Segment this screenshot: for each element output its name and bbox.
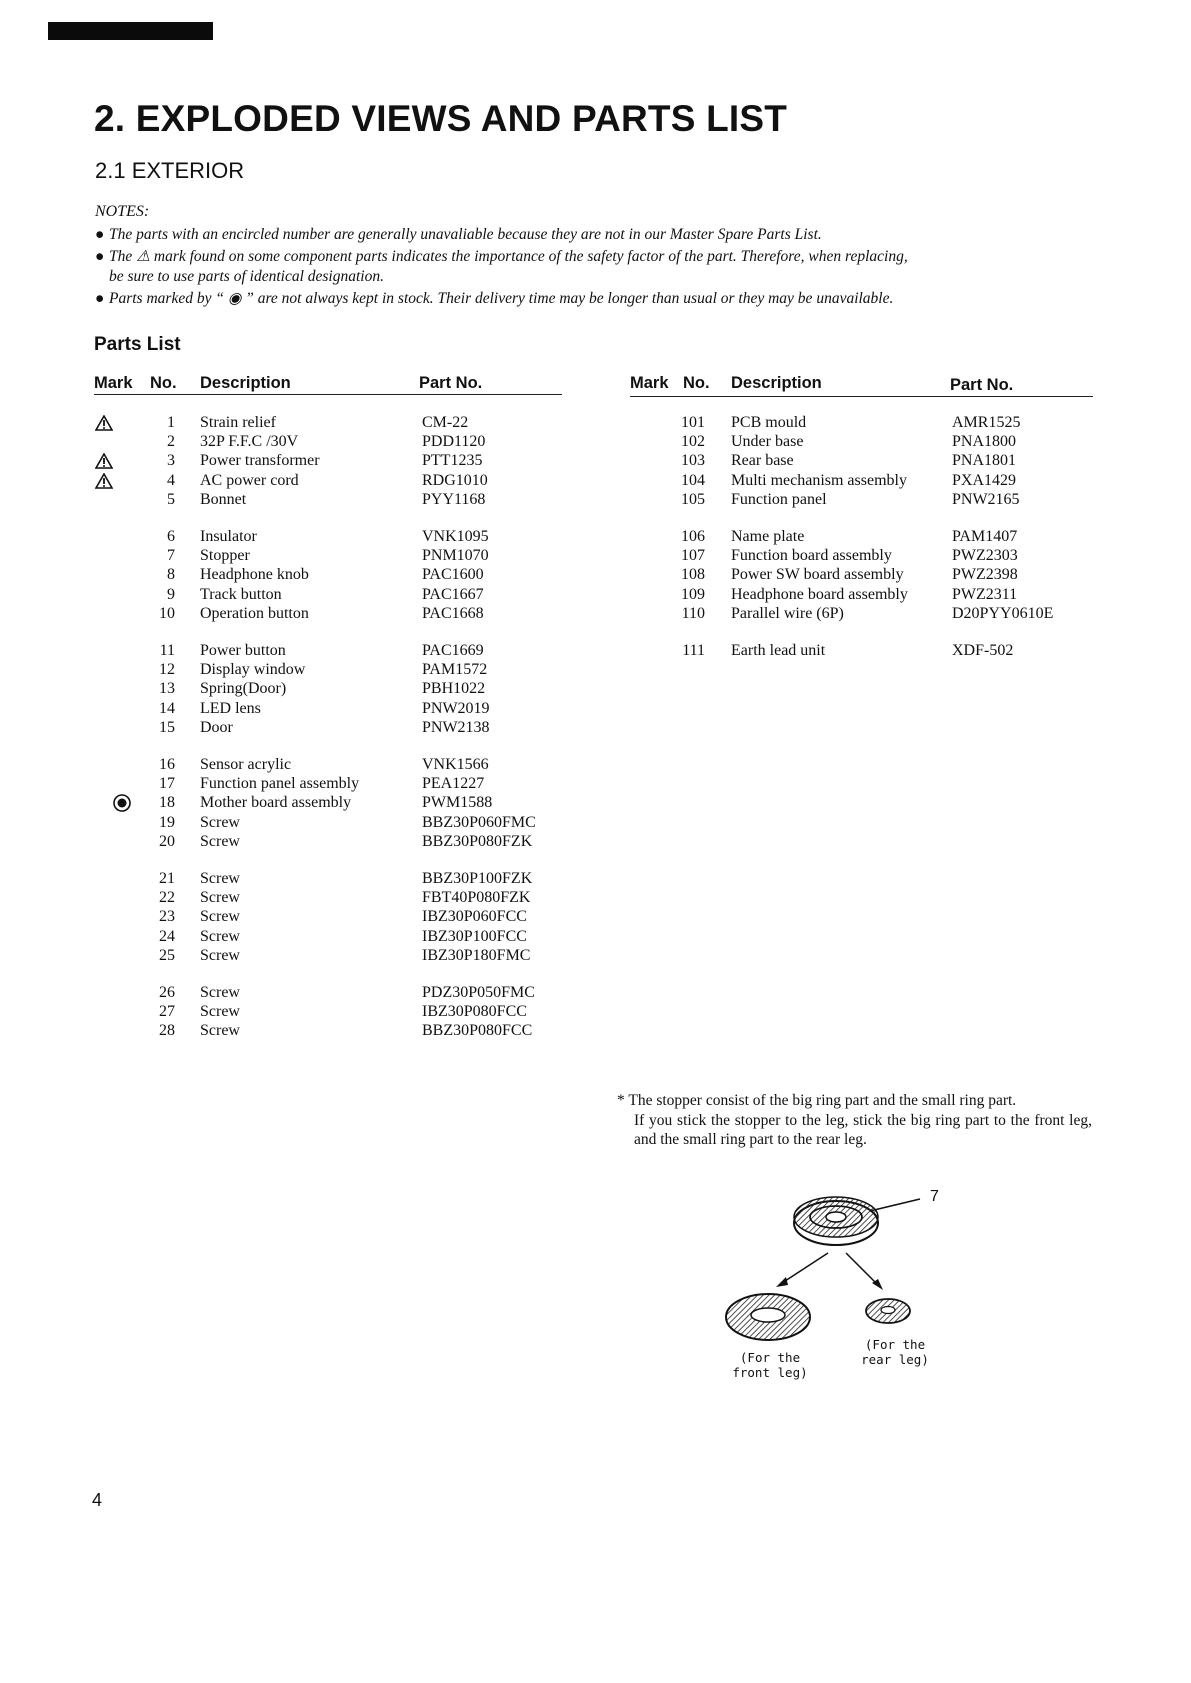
part-number-index: 27 <box>159 1003 175 1021</box>
part-description: Display window <box>200 661 306 679</box>
part-description: Door <box>200 718 233 736</box>
part-code: IBZ30P100FCC <box>422 927 527 945</box>
part-code: PWZ2303 <box>952 547 1018 565</box>
header-no-right: No. <box>683 374 710 392</box>
header-black-bar <box>48 22 213 40</box>
part-code: PNW2138 <box>422 718 490 736</box>
part-code: VNK1566 <box>422 756 489 773</box>
part-number-index: 14 <box>159 699 175 717</box>
callout-line <box>870 1199 920 1211</box>
part-description: Screw <box>200 908 240 926</box>
header-partno-right: Part No. <box>950 376 1014 394</box>
part-description: Spring(Door) <box>200 680 287 698</box>
bullet-icon: ● <box>95 248 105 265</box>
part-description: Under base <box>731 433 804 451</box>
part-number-index: 26 <box>159 984 175 1001</box>
rear-leg-label: (For the rear leg) <box>861 1337 929 1367</box>
callout-number: 7 <box>930 1188 939 1205</box>
part-code: XDF-502 <box>952 642 1014 659</box>
part-code: PNW2019 <box>422 699 490 717</box>
part-description: Insulator <box>200 528 257 545</box>
part-number-index: 101 <box>681 414 705 431</box>
part-description: Strain relief <box>200 414 276 431</box>
part-number-index: 4 <box>167 471 175 489</box>
part-description: Headphone board assembly <box>731 585 908 603</box>
part-number-index: 104 <box>681 471 705 489</box>
part-code: PNA1801 <box>952 452 1017 470</box>
part-description: Parallel wire (6P) <box>731 604 844 622</box>
part-number-index: 23 <box>159 908 175 926</box>
part-code: RDG1010 <box>422 471 488 489</box>
stopper-whole-icon <box>794 1197 878 1245</box>
page-number: 4 <box>92 1490 103 1510</box>
note-3: ● Parts marked by “ ◉ ” are not always kept in stock. Their delivery time may be longer than usual or they may be unavailable. <box>95 290 894 307</box>
part-code: PNW2165 <box>952 490 1020 508</box>
part-number-index: 8 <box>167 566 175 584</box>
header-no-left: No. <box>150 374 177 392</box>
part-description: Power transformer <box>200 452 320 470</box>
part-code: IBZ30P080FCC <box>422 1003 527 1021</box>
part-code: PYY1168 <box>422 490 486 508</box>
part-number-index: 10 <box>159 604 175 622</box>
part-description: LED lens <box>200 699 261 717</box>
part-code: PWM1588 <box>422 794 493 812</box>
note-2-continued: be sure to use parts of identical designation. <box>109 268 384 285</box>
part-code: PWZ2311 <box>952 585 1018 603</box>
part-description: Bonnet <box>200 490 247 508</box>
part-code: PAC1600 <box>422 566 484 584</box>
part-number-index: 20 <box>159 832 175 850</box>
part-code: PTT1235 <box>422 452 483 470</box>
header-description-left: Description <box>200 374 291 392</box>
part-description: 32P F.F.C /30V <box>200 433 299 451</box>
part-code: PAC1669 <box>422 642 484 659</box>
part-description: Stopper <box>200 547 250 565</box>
encircled-dot-icon <box>112 793 132 811</box>
stopper-footnote <box>617 1091 1092 1150</box>
part-code: BBZ30P100FZK <box>422 870 533 887</box>
part-description: Sensor acrylic <box>200 756 292 773</box>
part-description: Screw <box>200 832 240 850</box>
bullet-icon: ● <box>95 226 105 243</box>
part-description: Screw <box>200 984 240 1001</box>
part-number-index: 21 <box>159 870 175 887</box>
part-description: Mother board assembly <box>200 794 352 812</box>
part-description: Earth lead unit <box>731 642 826 659</box>
part-description: Screw <box>200 870 240 887</box>
part-description: Multi mechanism assembly <box>731 471 907 489</box>
part-description: Rear base <box>731 452 794 470</box>
note-2: ● The ⚠ mark found on some component parts indicates the importance of the safety factor of the part. Therefore, when replacing, <box>95 248 908 265</box>
part-code: PDZ30P050FMC <box>422 984 535 1001</box>
big-ring-icon <box>726 1294 810 1340</box>
part-description: Operation button <box>200 604 309 622</box>
part-code: PEA1227 <box>422 775 485 793</box>
part-number-index: 111 <box>682 642 705 659</box>
part-number-index: 18 <box>159 794 175 812</box>
header-mark-right: Mark <box>630 374 669 392</box>
header-rule-right <box>630 396 1093 397</box>
part-number-index: 9 <box>167 585 175 603</box>
part-number-index: 13 <box>159 680 175 698</box>
part-code: PWZ2398 <box>952 566 1018 584</box>
part-description: Function panel <box>731 490 827 508</box>
header-mark-left: Mark <box>94 374 133 392</box>
part-code: PXA1429 <box>952 471 1017 489</box>
front-leg-label: (For the front leg) <box>732 1350 808 1380</box>
part-description: Power button <box>200 642 286 659</box>
page-title: 2. EXPLODED VIEWS AND PARTS LIST <box>94 98 788 139</box>
warning-triangle-icon <box>95 473 115 491</box>
part-number-index: 2 <box>167 433 175 451</box>
part-description: Power SW board assembly <box>731 566 904 584</box>
part-number-index: 28 <box>159 1022 175 1040</box>
part-code: PAC1667 <box>422 585 484 603</box>
part-code: PDD1120 <box>422 433 486 451</box>
part-number-index: 11 <box>159 642 175 659</box>
part-description: Screw <box>200 1022 240 1040</box>
part-description: Name plate <box>731 528 805 545</box>
part-code: PAM1407 <box>952 528 1018 545</box>
part-number-index: 12 <box>159 661 175 679</box>
part-code: PBH1022 <box>422 680 486 698</box>
header-rule-left <box>94 394 562 395</box>
part-number-index: 16 <box>159 756 175 773</box>
part-number-index: 108 <box>681 566 705 584</box>
part-number-index: 22 <box>159 889 175 907</box>
part-description: Screw <box>200 946 240 964</box>
part-number-index: 5 <box>167 490 175 508</box>
part-description: AC power cord <box>200 471 299 489</box>
part-number-index: 106 <box>681 528 705 545</box>
part-code: PNM1070 <box>422 547 489 565</box>
part-number-index: 102 <box>681 433 705 451</box>
bullet-icon: ● <box>95 290 105 307</box>
part-number-index: 3 <box>167 452 175 470</box>
part-description: Screw <box>200 1003 240 1021</box>
small-ring-icon <box>866 1299 910 1323</box>
footnote-line-1: * The stopper consist of the big ring part and the small ring part. <box>617 1092 1017 1109</box>
header-partno-left: Part No. <box>419 374 483 392</box>
part-number-index: 24 <box>159 927 175 945</box>
warning-triangle-icon <box>95 415 115 433</box>
part-number-index: 19 <box>159 813 175 831</box>
part-number-index: 109 <box>681 585 705 603</box>
part-code: VNK1095 <box>422 528 489 545</box>
part-description: Headphone knob <box>200 566 309 584</box>
part-number-index: 107 <box>681 547 705 565</box>
part-description: Screw <box>200 813 240 831</box>
section-title: 2.1 EXTERIOR <box>95 158 245 183</box>
part-code: D20PYY0610E <box>952 604 1054 622</box>
part-description: Track button <box>200 585 282 603</box>
header-description-right: Description <box>731 374 822 392</box>
part-number-index: 105 <box>681 490 705 508</box>
part-number-index: 110 <box>681 604 705 622</box>
parts-list-title: Parts List <box>94 334 181 355</box>
part-number-index: 25 <box>159 946 175 964</box>
part-code: IBZ30P060FCC <box>422 908 527 926</box>
part-number-index: 7 <box>167 547 175 565</box>
warning-triangle-icon <box>95 453 115 471</box>
part-code: PNA1800 <box>952 433 1017 451</box>
part-description: Function board assembly <box>731 547 892 565</box>
part-description: Screw <box>200 927 240 945</box>
part-number-index: 1 <box>167 414 175 431</box>
part-code: BBZ30P060FMC <box>422 813 536 831</box>
footnote-line-2: If you stick the stopper to the leg, stick the big ring part to the front leg, and the small ring part to the rear leg. <box>634 1111 1092 1148</box>
part-code: AMR1525 <box>952 414 1021 431</box>
part-number-index: 17 <box>159 775 175 793</box>
part-number-index: 6 <box>167 528 175 545</box>
part-code: BBZ30P080FZK <box>422 832 533 850</box>
part-code: FBT40P080FZK <box>422 889 531 907</box>
part-description: Screw <box>200 889 240 907</box>
part-description: Function panel assembly <box>200 775 360 793</box>
part-code: BBZ30P080FCC <box>422 1022 533 1040</box>
notes-title: NOTES: <box>95 203 150 220</box>
part-description: PCB mould <box>731 414 807 431</box>
part-code: CM-22 <box>422 414 469 431</box>
part-code: PAM1572 <box>422 661 488 679</box>
part-code: IBZ30P180FMC <box>422 946 531 964</box>
note-1: ● The parts with an encircled number are generally unavaliable because they are not in our Master Spare Parts List. <box>95 226 822 243</box>
part-number-index: 15 <box>159 718 175 736</box>
part-number-index: 103 <box>681 452 705 470</box>
part-code: PAC1668 <box>422 604 484 622</box>
stopper-diagram <box>720 1185 980 1385</box>
